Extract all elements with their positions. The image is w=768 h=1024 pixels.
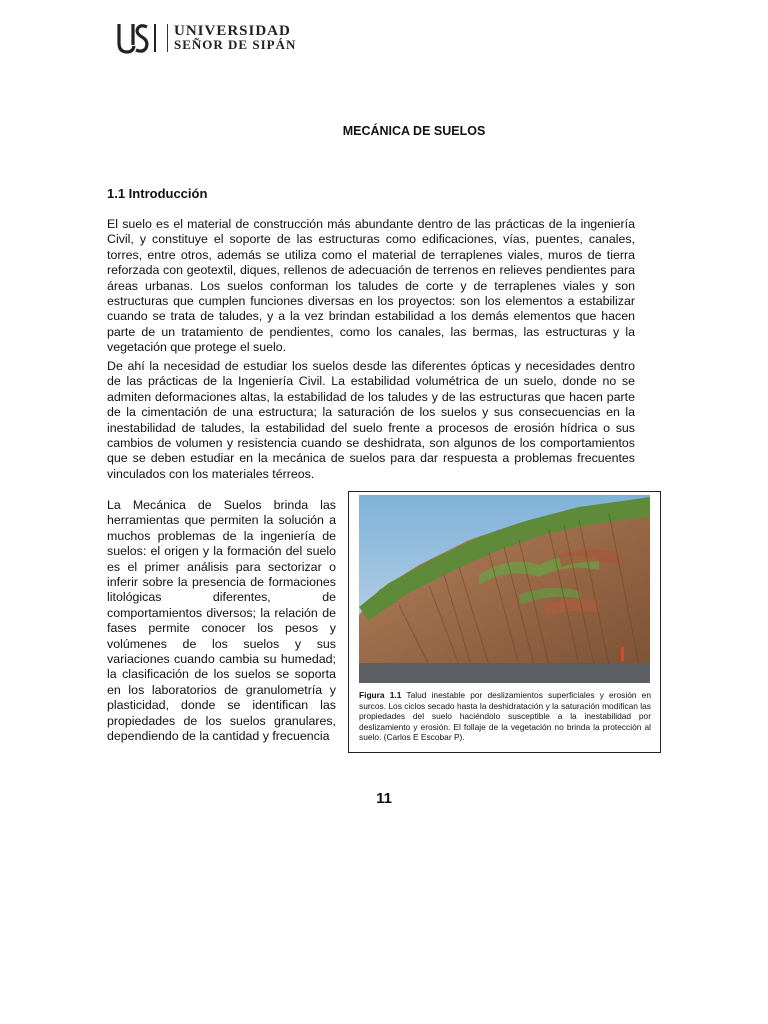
figure-caption bbox=[359, 690, 651, 743]
university-name-line2: SEÑOR DE SIPÁN bbox=[174, 37, 297, 52]
figure-box bbox=[348, 491, 661, 753]
document-title: MECÁNICA DE SUELOS bbox=[342, 124, 486, 138]
page-number: 11 bbox=[376, 790, 392, 807]
section-heading: 1.1 Introducción bbox=[107, 186, 208, 201]
logo-divider bbox=[167, 24, 168, 52]
paragraph-mechanics: La Mecánica de Suelos brinda las herramientas que permiten la solución a muchos problemas de la ingeniería de suelos: el origen y la formación del suelo es el primer análisis para sectorizar o inferir sobre la presencia de formaciones litológicas diferentes, de comportamientos diversos; la relación de fases permite conocer los pesos y volúmenes de los suelos y sus variaciones cuando cambia su humedad; la clasificación de los suelos se soporta en los laboratorios de granulometría y plasticidad, donde se identifican las propiedades de los suelos granulares, dependiendo de la cantidad y frecuencia bbox=[107, 498, 336, 744]
university-logo-icon bbox=[117, 21, 159, 55]
figure-caption-label: Figura 1.1 bbox=[359, 690, 402, 700]
university-name bbox=[174, 24, 296, 52]
paragraph-necessity: De ahí la necesidad de estudiar los suelos desde las diferentes ópticas y necesidades dentro de las prácticas de la Ingeniería Civil. La estabilidad volumétrica de un suelo, donde no se admiten deformaciones altas, la estabilidad de los taludes y de las estructuras que hacen parte de la cimentación de una estructura; la saturación de los suelos y sus consecuencias en la inestabilidad de taludes, la estabilidad del suelo frente a procesos de erosión hídrica o sus cambios de volumen y resistencia cuando se deshidrata, son algunos de los comportamientos que se deben estudiar en la mecánica de suelos para dar respuesta a problemas frecuentes vinculados con los materiales térreos. bbox=[107, 359, 635, 481]
university-header bbox=[117, 20, 296, 56]
paragraph-intro: El suelo es el material de construcción más abundante dentro de las prácticas de la ingeniería Civil, y constituye el soporte de las estructuras como edificaciones, vías, puentes, canales, torres, entre otros, además se utiliza como el material de terraplenes viales, muros de tierra reforzada con geotextil, diques, rellenos de adecuación de terrenos en relieves pendientes para áreas urbanas. Los suelos conforman los taludes de corte y de terraplenes viales y son estructuras que cumplen funciones diversas en los proyectos: son los elementos a estabilizar cuando se trata de taludes, y a la vez brindan estabilidad a los demás elementos que hacen parte de un tratamiento de pendientes, como los canales, las bermas, las estructuras y la vegetación que protege el suelo. bbox=[107, 217, 635, 355]
figure-caption-text: Talud inestable por deslizamientos superficiales y erosión en surcos. Los ciclos secado hasta la deshidratación y la saturación modifican las propiedades del suelo haciéndolo susceptible a la inestabilidad por deslizamiento y erosión. El follaje de la vegetación no brinda la protección al suelo. (Carlos E Escobar P). bbox=[359, 690, 651, 743]
slope-photo bbox=[359, 495, 650, 683]
university-name-line1: UNIVERSIDAD bbox=[174, 23, 291, 39]
